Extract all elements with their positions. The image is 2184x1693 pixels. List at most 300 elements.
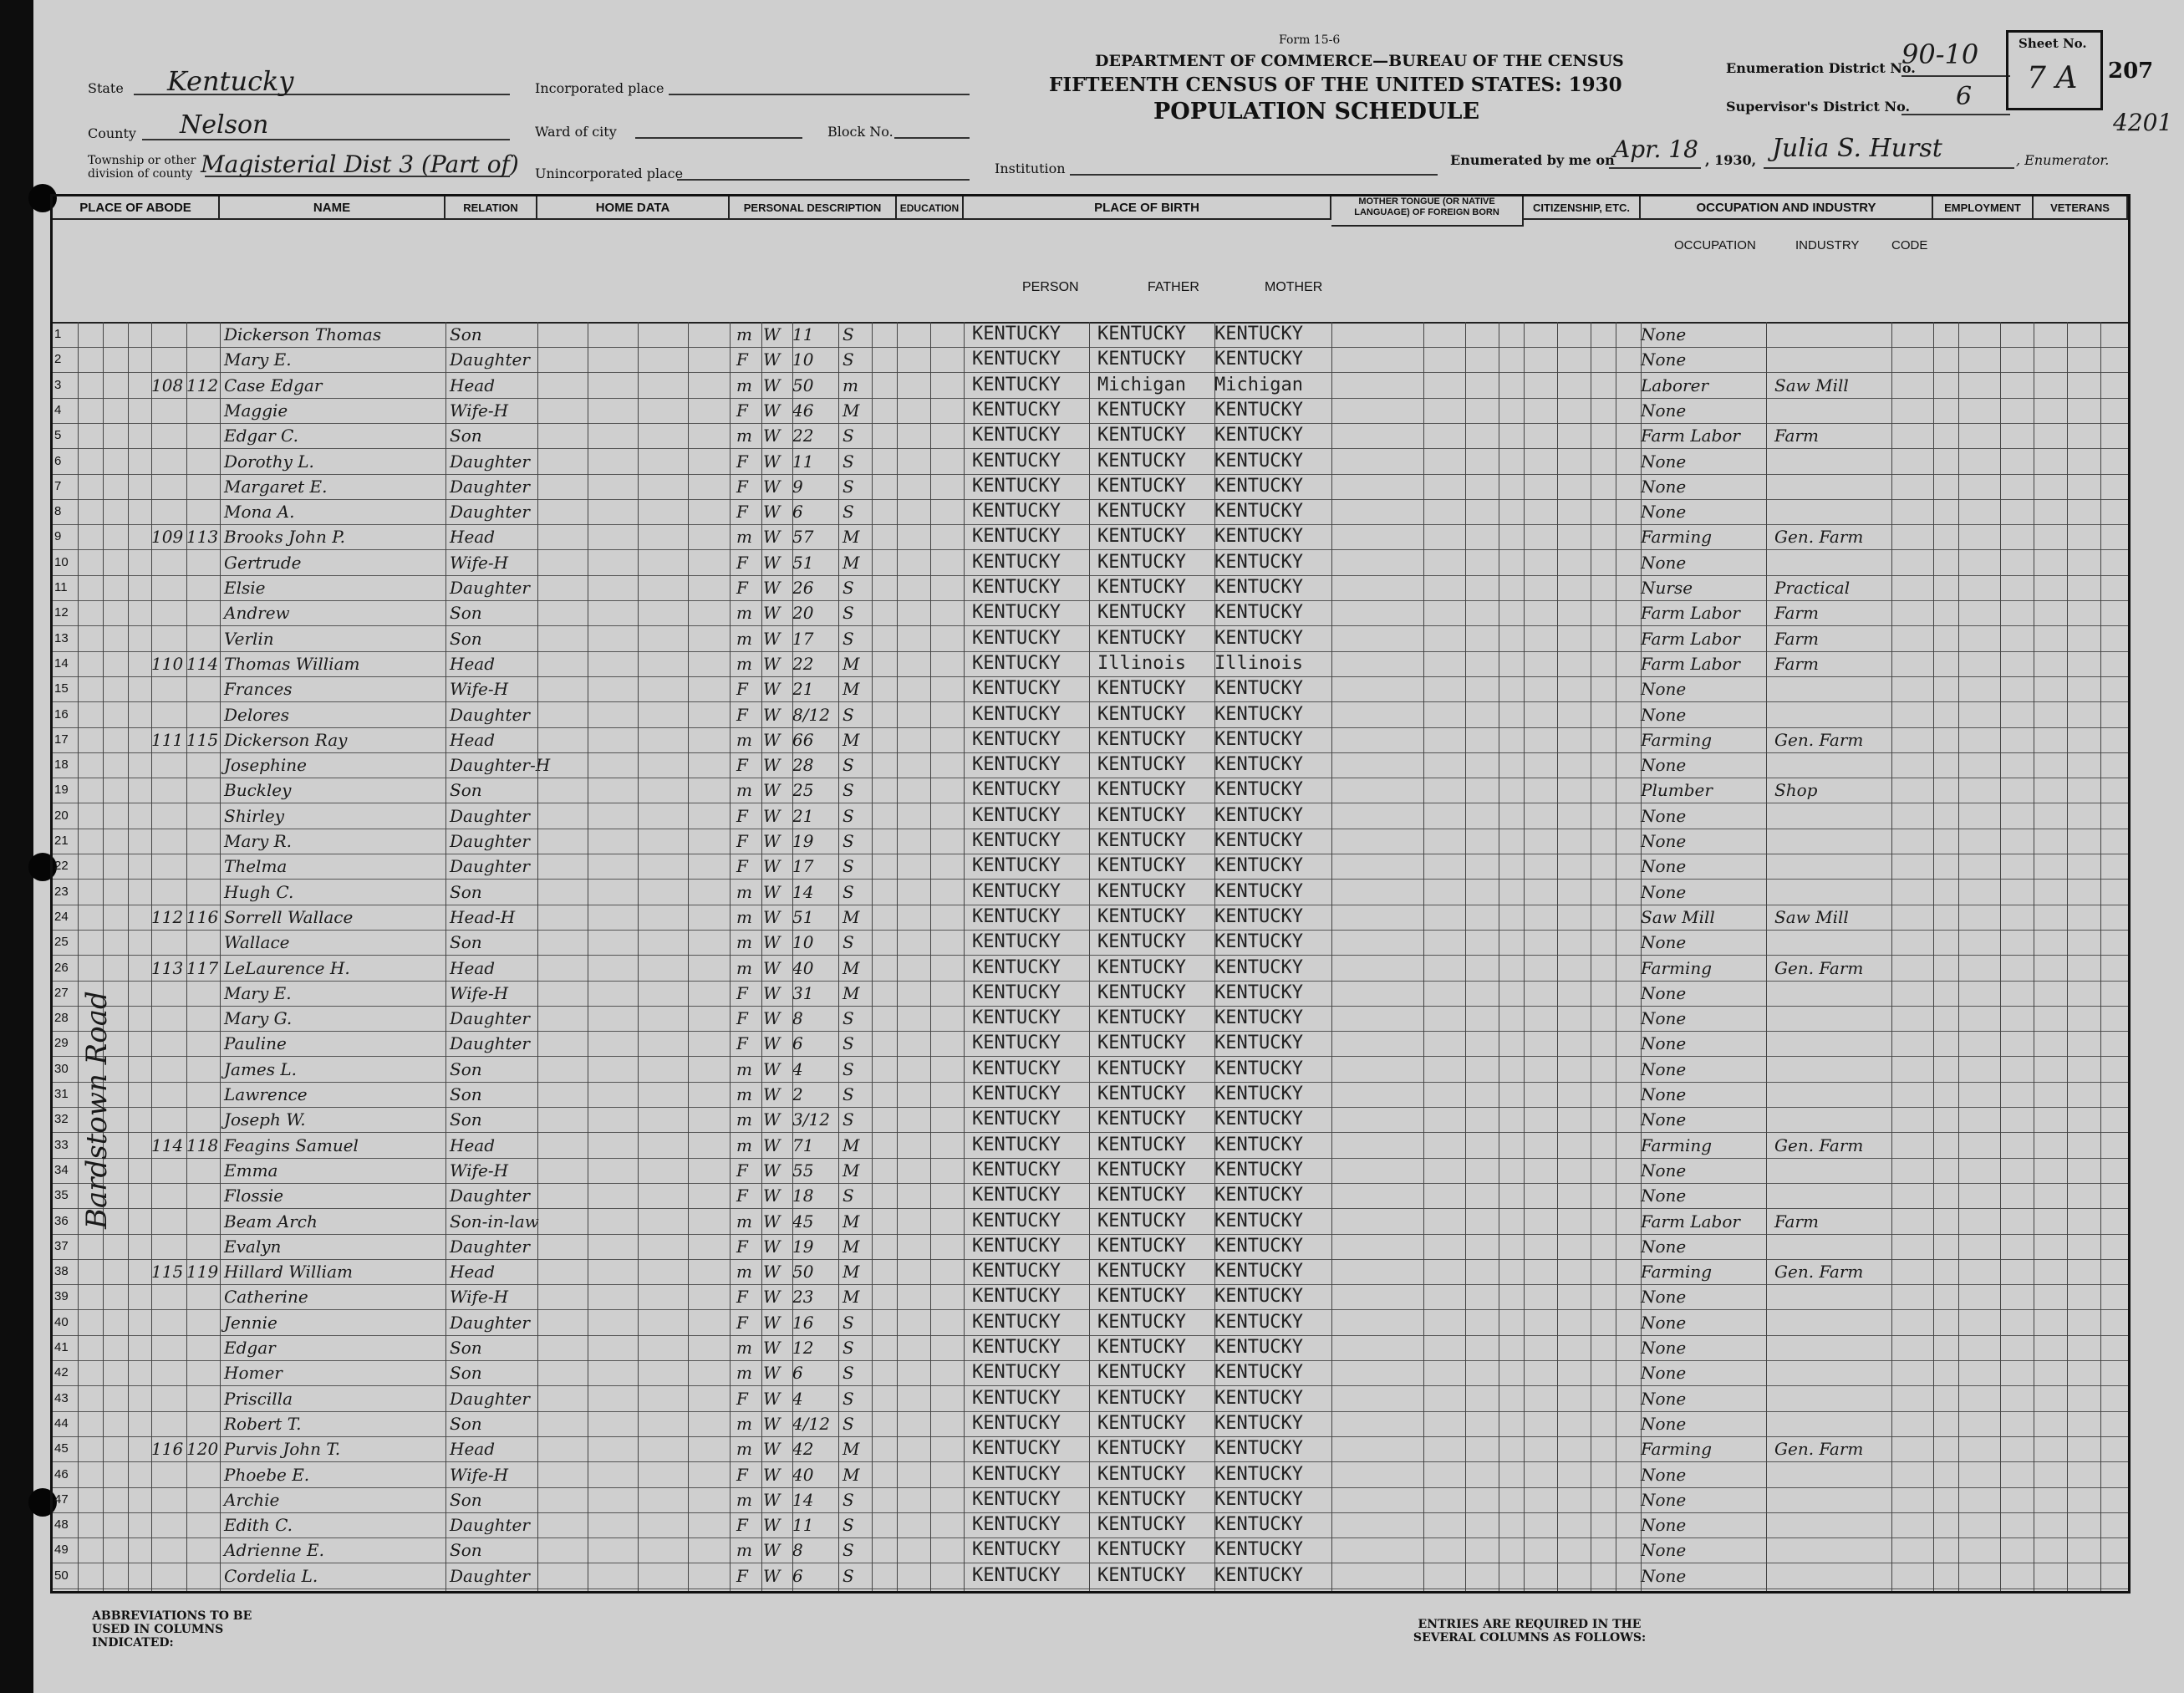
column-rule: [761, 322, 762, 1591]
supervisor-line: [1901, 114, 2010, 115]
cell-ind: Saw Mill: [1774, 375, 1849, 395]
cell-race: W: [763, 1287, 781, 1308]
cell-ind: [1774, 449, 1891, 474]
cell-mother: KENTUCKY: [1214, 577, 1303, 598]
cell-n: 15: [54, 681, 69, 696]
cell-rel: Son: [450, 1109, 482, 1130]
cell-mother: KENTUCKY: [1214, 754, 1303, 776]
cell-person: KENTUCKY: [972, 551, 1061, 573]
table-row: [53, 1310, 2128, 1336]
cell-age: 25: [792, 780, 814, 801]
cell-ind: [1774, 1284, 1891, 1309]
cell-ind: [1774, 829, 1891, 854]
cell-mother: KENTUCKY: [1214, 855, 1303, 877]
cell-ind: [1774, 499, 1891, 524]
cell-occ: None: [1641, 881, 1687, 902]
cell-person: KENTUCKY: [972, 1564, 1061, 1586]
supervisor-value: 6: [1956, 82, 1973, 111]
cell-n: 27: [54, 985, 69, 1000]
table-row: [53, 727, 2128, 753]
cell-ind: Farm: [1774, 426, 1819, 446]
cell-dw: [151, 829, 185, 854]
cell-ms: S: [843, 755, 854, 776]
cell-ind: [1774, 1512, 1891, 1537]
cell-person: KENTUCKY: [972, 678, 1061, 700]
column-rule: [220, 322, 221, 1591]
cell-father: KENTUCKY: [1097, 475, 1186, 497]
cell-fam: [186, 930, 220, 955]
cell-n: 35: [54, 1188, 69, 1203]
table-row: [53, 1360, 2128, 1386]
cell-occ: None: [1641, 1338, 1687, 1358]
cell-sex: m: [736, 1262, 752, 1282]
cell-n: 38: [54, 1264, 69, 1279]
institution-line: [1070, 174, 1438, 176]
table-row: [53, 550, 2128, 576]
cell-dw: [151, 1335, 185, 1360]
cell-occ: Farm Labor: [1641, 653, 1740, 674]
cell-dw: [151, 1411, 185, 1436]
table-row: [53, 778, 2128, 803]
cell-fam: [186, 803, 220, 829]
cell-name: Wallace: [224, 932, 290, 953]
cell-rel: Daughter: [450, 1388, 530, 1409]
cell-ind: Gen. Farm: [1774, 1135, 1864, 1155]
cell-age: 50: [792, 375, 814, 395]
cell-fam: [186, 1234, 220, 1259]
cell-ms: S: [843, 324, 854, 344]
cell-rel: Son: [450, 426, 482, 446]
cell-name: Mary E.: [224, 349, 292, 370]
table-row: [53, 1057, 2128, 1083]
code-subhead: CODE: [1891, 238, 1928, 252]
cell-rel: Son: [450, 628, 482, 649]
enumerated-date-line: [1609, 167, 1701, 169]
table-row: [53, 575, 2128, 601]
cell-race: W: [763, 552, 781, 573]
ward-line: [635, 137, 802, 139]
cell-sex: F: [736, 982, 748, 1003]
cell-dw: [151, 1234, 185, 1259]
cell-father: KENTUCKY: [1097, 830, 1186, 851]
cell-father: KENTUCKY: [1097, 804, 1186, 826]
cell-mother: KENTUCKY: [1214, 425, 1303, 446]
cell-race: W: [763, 1211, 781, 1232]
cell-person: KENTUCKY: [972, 1514, 1061, 1536]
column-rule: [930, 322, 931, 1591]
cell-age: 66: [792, 729, 814, 750]
cell-mother: KENTUCKY: [1214, 1210, 1303, 1232]
cell-sex: F: [736, 1033, 748, 1054]
cell-n: 46: [54, 1466, 69, 1481]
table-row: [53, 347, 2128, 373]
table-body: [53, 322, 2128, 1588]
cell-person: KENTUCKY: [972, 1286, 1061, 1308]
cell-sex: m: [736, 1211, 752, 1232]
cell-fam: [186, 550, 220, 575]
table-row: [53, 1335, 2128, 1361]
cell-rel: Head: [450, 1135, 496, 1155]
cell-n: 1: [54, 327, 62, 341]
cell-ind: [1774, 322, 1891, 347]
cell-occ: None: [1641, 1464, 1687, 1485]
cell-sex: m: [736, 780, 752, 801]
cell-ms: M: [843, 653, 860, 674]
cell-dw: 115: [151, 1262, 184, 1282]
cell-fam: [186, 702, 220, 727]
cell-occ: None: [1641, 400, 1687, 421]
table-row: [53, 600, 2128, 626]
cell-ms: S: [843, 578, 854, 598]
cell-occ: None: [1641, 1515, 1687, 1536]
cell-dw: [151, 1031, 185, 1056]
cell-father: KENTUCKY: [1097, 956, 1186, 978]
cell-dw: [151, 1158, 185, 1183]
cell-mother: KENTUCKY: [1214, 1235, 1303, 1257]
cell-person: KENTUCKY: [972, 1058, 1061, 1079]
cell-occ: None: [1641, 1287, 1687, 1308]
enumerator-signature: Julia S. Hurst: [1772, 134, 1942, 163]
cell-mother: KENTUCKY: [1214, 1412, 1303, 1434]
cell-father: KENTUCKY: [1097, 1033, 1186, 1054]
cell-rel: Daughter: [450, 1033, 530, 1054]
cell-ind: [1774, 1158, 1891, 1183]
cell-occ: None: [1641, 349, 1687, 370]
cell-n: 10: [54, 554, 69, 569]
cell-ms: S: [843, 426, 854, 446]
cell-occ: None: [1641, 1008, 1687, 1029]
cell-sex: F: [736, 476, 748, 497]
cell-rel: Head: [450, 653, 496, 674]
cell-sex: m: [736, 1058, 752, 1079]
cell-mother: KENTUCKY: [1214, 804, 1303, 826]
cell-age: 17: [792, 856, 814, 877]
cell-name: Evalyn: [224, 1236, 282, 1257]
cell-age: 57: [792, 527, 814, 548]
cell-sex: m: [736, 1540, 752, 1561]
cell-mother: Illinois: [1214, 652, 1303, 674]
column-rule: [872, 322, 873, 1591]
cell-race: W: [763, 1464, 781, 1485]
cell-race: W: [763, 755, 781, 776]
cell-ind: [1774, 803, 1891, 829]
cell-sex: m: [736, 932, 752, 953]
cell-father: KENTUCKY: [1097, 1311, 1186, 1333]
cell-race: W: [763, 1363, 781, 1384]
cell-person: KENTUCKY: [972, 1033, 1061, 1054]
cell-race: W: [763, 603, 781, 624]
cell-name: Thelma: [224, 856, 288, 877]
cell-sex: F: [736, 502, 748, 523]
cell-name: Jennie: [224, 1312, 277, 1333]
cell-name: Hugh C.: [224, 881, 294, 902]
cell-ind: Gen. Farm: [1774, 1262, 1864, 1282]
cell-ind: Farm: [1774, 1211, 1819, 1232]
cell-person: KENTUCKY: [972, 830, 1061, 851]
cell-occ: Laborer: [1641, 375, 1709, 395]
cell-ind: [1774, 1360, 1891, 1385]
cell-occ: Nurse: [1641, 578, 1693, 598]
cell-sex: F: [736, 1565, 748, 1586]
table-row: [53, 1209, 2128, 1235]
cell-dw: [151, 930, 185, 955]
cell-occ: None: [1641, 982, 1687, 1003]
cell-name: Edgar: [224, 1338, 276, 1358]
cell-father: Illinois: [1097, 652, 1186, 674]
cell-fam: [186, 322, 220, 347]
cell-mother: KENTUCKY: [1214, 1109, 1303, 1130]
cell-dw: [151, 1082, 185, 1107]
cell-sex: m: [736, 1109, 752, 1130]
cell-sex: F: [736, 1464, 748, 1485]
cell-age: 6: [792, 1363, 803, 1384]
cell-fam: [186, 676, 220, 701]
cell-person: KENTUCKY: [972, 1084, 1061, 1104]
cell-ms: S: [843, 1058, 854, 1079]
cell-ms: M: [843, 400, 860, 421]
cell-ms: M: [843, 1262, 860, 1282]
cell-father: KENTUCKY: [1097, 779, 1186, 801]
table-row: [53, 1158, 2128, 1184]
cell-rel: Wife-H: [450, 400, 509, 421]
cell-occ: None: [1641, 1160, 1687, 1181]
cell-person: KENTUCKY: [972, 652, 1061, 674]
cell-mother: KENTUCKY: [1214, 1488, 1303, 1510]
cell-sex: F: [736, 679, 748, 700]
cell-age: 6: [792, 1033, 803, 1054]
column-rule: [1933, 322, 1934, 1591]
cell-name: Mary E.: [224, 982, 292, 1003]
cell-n: 43: [54, 1390, 69, 1405]
cell-age: 9: [792, 476, 803, 497]
cell-ms: M: [843, 1236, 860, 1257]
cell-name: Dorothy L.: [224, 451, 314, 472]
cell-ind: [1774, 1234, 1891, 1259]
cell-race: W: [763, 1160, 781, 1181]
cell-n: 49: [54, 1543, 69, 1558]
sheet-number-box: [2006, 30, 2103, 110]
unincorporated-line: [677, 179, 970, 181]
column-rule: [1465, 322, 1466, 1591]
cell-sex: m: [736, 527, 752, 548]
group-education: EDUCATION: [897, 196, 964, 220]
cell-name: Mary R.: [224, 831, 293, 851]
footer: [50, 1593, 2125, 1660]
sheet-label: Sheet No.: [2019, 36, 2087, 51]
cell-father: KENTUCKY: [1097, 1337, 1186, 1358]
cell-occ: Farming: [1641, 527, 1713, 548]
cell-person: KENTUCKY: [972, 627, 1061, 649]
incorporated-line: [669, 94, 970, 95]
cell-ind: [1774, 1462, 1891, 1487]
cell-ind: [1774, 1031, 1891, 1056]
column-rule: [537, 322, 538, 1591]
cell-father: KENTUCKY: [1097, 982, 1186, 1003]
cell-age: 4: [792, 1388, 803, 1409]
cell-mother: KENTUCKY: [1214, 1514, 1303, 1536]
cell-mother: KENTUCKY: [1214, 1058, 1303, 1079]
cell-name: Priscilla: [224, 1388, 293, 1409]
cell-sex: F: [736, 856, 748, 877]
cell-dw: [151, 676, 185, 701]
cell-ind: [1774, 676, 1891, 701]
table-row: [53, 1082, 2128, 1108]
cell-ind: [1774, 702, 1891, 727]
cell-person: KENTUCKY: [972, 1337, 1061, 1358]
cell-name: Thomas William: [224, 653, 360, 674]
cell-sex: m: [736, 1135, 752, 1155]
cell-father: KENTUCKY: [1097, 931, 1186, 953]
occupation-subhead: OCCUPATION: [1674, 238, 1756, 252]
cell-father: KENTUCKY: [1097, 1210, 1186, 1232]
cell-sex: F: [736, 704, 748, 725]
cell-name: Feagins Samuel: [224, 1135, 359, 1155]
cell-ind: Gen. Farm: [1774, 527, 1864, 548]
cell-sex: m: [736, 603, 752, 624]
cell-person: KENTUCKY: [972, 703, 1061, 725]
cell-person: KENTUCKY: [972, 501, 1061, 523]
cell-ind: [1774, 1411, 1891, 1436]
cell-mother: KENTUCKY: [1214, 1463, 1303, 1485]
cell-occ: None: [1641, 1058, 1687, 1079]
cell-fam: [186, 600, 220, 625]
cell-occ: None: [1641, 1109, 1687, 1130]
cell-mother: KENTUCKY: [1214, 324, 1303, 344]
cell-fam: [186, 854, 220, 879]
cell-age: 19: [792, 1236, 814, 1257]
cell-mother: Michigan: [1214, 374, 1303, 395]
mother-subhead: MOTHER: [1265, 280, 1323, 294]
cell-ind: [1774, 1537, 1891, 1563]
cell-mother: KENTUCKY: [1214, 703, 1303, 725]
cell-ms: M: [843, 1439, 860, 1460]
enumerated-date: Apr. 18: [1613, 135, 1698, 163]
cell-name: Emma: [224, 1160, 278, 1181]
cell-age: 28: [792, 755, 814, 776]
cell-dw: [151, 1512, 185, 1537]
cell-occ: Farming: [1641, 1135, 1713, 1155]
cell-name: Pauline: [224, 1033, 287, 1054]
column-rule: [1331, 322, 1332, 1591]
cell-age: 16: [792, 1312, 814, 1333]
cell-ms: S: [843, 1312, 854, 1333]
cell-ms: S: [843, 1540, 854, 1561]
cell-race: W: [763, 1262, 781, 1282]
department-title: DEPARTMENT OF COMMERCE—BUREAU OF THE CENSUS: [1095, 52, 1624, 70]
cell-name: Archie: [224, 1489, 280, 1510]
cell-n: 34: [54, 1162, 69, 1177]
cell-ms: S: [843, 349, 854, 370]
cell-name: Mona A.: [224, 502, 295, 523]
cell-ms: S: [843, 1388, 854, 1409]
cell-dw: [151, 423, 185, 448]
cell-name: Gertrude: [224, 552, 302, 573]
cell-father: KENTUCKY: [1097, 678, 1186, 700]
cell-name: Hillard William: [224, 1262, 353, 1282]
person-subhead: PERSON: [1022, 280, 1079, 294]
cell-father: KENTUCKY: [1097, 855, 1186, 877]
cell-ind: [1774, 1310, 1891, 1335]
cell-fam: [186, 1487, 220, 1512]
cell-occ: None: [1641, 831, 1687, 851]
group-relation: RELATION: [445, 196, 537, 220]
cell-name: Case Edgar: [224, 375, 323, 395]
cell-age: 51: [792, 906, 814, 927]
cell-name: Dickerson Ray: [224, 729, 348, 750]
table-row: [53, 499, 2128, 525]
cell-sex: F: [736, 1388, 748, 1409]
cell-race: W: [763, 400, 781, 421]
enum-district-value: 90-10: [1901, 38, 1979, 70]
cell-person: KENTUCKY: [972, 526, 1061, 548]
cell-n: 31: [54, 1087, 69, 1101]
cell-fam: 114: [186, 653, 219, 674]
cell-race: W: [763, 1033, 781, 1054]
cell-ind: Farm: [1774, 653, 1819, 674]
column-rule: [897, 322, 898, 1591]
group-employment: EMPLOYMENT: [1933, 196, 2034, 220]
column-rule: [445, 322, 446, 1591]
cell-occ: None: [1641, 1312, 1687, 1333]
cell-race: W: [763, 831, 781, 851]
cell-rel: Wife-H: [450, 1464, 509, 1485]
cell-age: 14: [792, 881, 814, 902]
table-row: [53, 930, 2128, 956]
cell-rel: Daughter: [450, 476, 530, 497]
cell-n: 48: [54, 1517, 69, 1532]
cell-age: 10: [792, 349, 814, 370]
cell-occ: Farming: [1641, 1439, 1713, 1460]
enumerated-year: , 1930,: [1705, 152, 1757, 168]
cell-ms: M: [843, 1211, 860, 1232]
cell-age: 17: [792, 628, 814, 649]
cell-ms: M: [843, 1464, 860, 1485]
cell-ms: S: [843, 1413, 854, 1434]
cell-rel: Daughter: [450, 1236, 530, 1257]
cell-fam: 112: [186, 375, 219, 395]
cell-mother: KENTUCKY: [1214, 1286, 1303, 1308]
cell-mother: KENTUCKY: [1214, 475, 1303, 497]
cell-person: KENTUCKY: [972, 804, 1061, 826]
cell-name: Maggie: [224, 400, 288, 421]
cell-n: 26: [54, 960, 69, 975]
cell-person: KENTUCKY: [972, 728, 1061, 750]
abbreviations-heading: ABBREVIATIONS TO BE USED IN COLUMNS INDICATED:: [92, 1609, 252, 1650]
cell-n: 22: [54, 859, 69, 874]
cell-age: 55: [792, 1160, 814, 1181]
column-rule: [1557, 322, 1558, 1591]
cell-fam: [186, 626, 220, 651]
table-row: [53, 524, 2128, 550]
cell-person: KENTUCKY: [972, 1387, 1061, 1409]
cell-dw: [151, 702, 185, 727]
cell-rel: Wife-H: [450, 552, 509, 573]
cell-race: W: [763, 856, 781, 877]
cell-father: Michigan: [1097, 374, 1186, 395]
cell-person: KENTUCKY: [972, 754, 1061, 776]
cell-person: KENTUCKY: [972, 1007, 1061, 1029]
cell-ind: [1774, 1487, 1891, 1512]
table-row: [53, 373, 2128, 399]
cell-mother: KENTUCKY: [1214, 501, 1303, 523]
cell-rel: Head: [450, 729, 496, 750]
cell-rel: Daughter: [450, 502, 530, 523]
column-rule: [964, 322, 965, 1591]
cell-fam: [186, 499, 220, 524]
cell-race: W: [763, 628, 781, 649]
cell-father: KENTUCKY: [1097, 1235, 1186, 1257]
entries-heading: ENTRIES ARE REQUIRED IN THE SEVERAL COLUMNS AS FOLLOWS:: [1413, 1618, 1647, 1645]
